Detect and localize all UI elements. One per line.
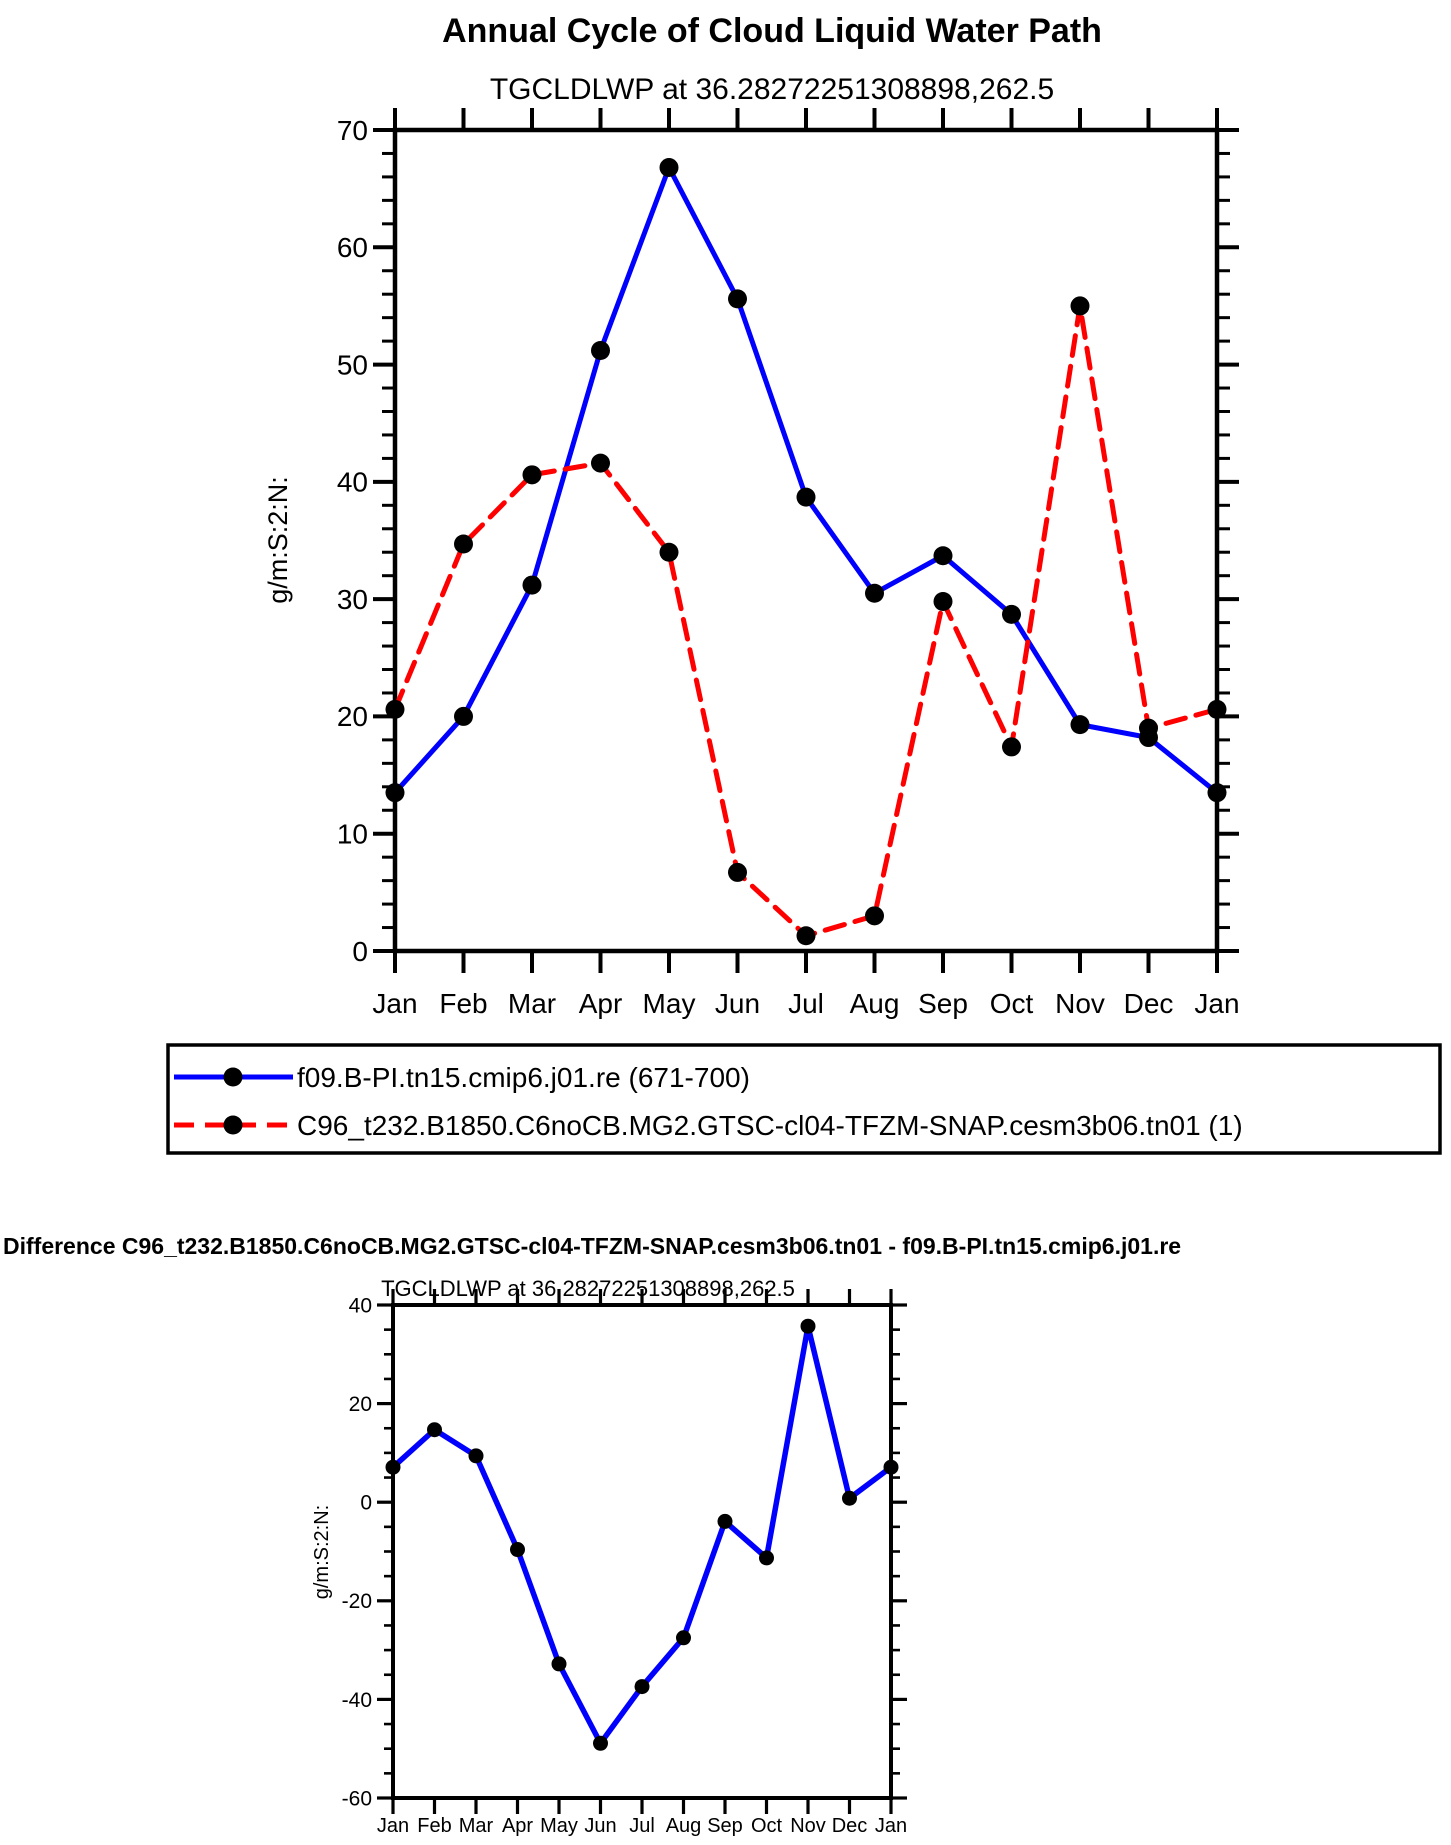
data-point-series0-Mar: [469, 1448, 484, 1463]
x-tick-label: May: [642, 988, 696, 1019]
data-point-series0-Apr: [510, 1542, 525, 1557]
x-tick-label: Jun: [584, 1815, 617, 1837]
x-tick-label: Jul: [629, 1815, 655, 1837]
data-point-series0-Aug: [865, 584, 884, 603]
legend-label-series2: C96_t232.B1850.C6noCB.MG2.GTSC-cl04-TFZM-SNAP.cesm3b06.tn01 (1): [297, 1110, 1243, 1141]
data-point-series1-Apr: [591, 454, 610, 473]
legend-label-series1: f09.B-PI.tn15.cmip6.j01.re (671-700): [297, 1062, 750, 1093]
diff-chart-subtitle: TGCLDLWP at 36.28272251308898,262.5: [381, 1276, 795, 1301]
series-line-1: [395, 306, 1217, 936]
x-tick-label: Aug: [849, 988, 900, 1019]
diff-y-axis-title: g/m:S:2:N:: [311, 1504, 333, 1600]
legend: [168, 1045, 1440, 1153]
diff-chart-plot: [342, 1289, 907, 1837]
data-point-series0-Oct: [759, 1550, 774, 1565]
data-point-series0-May: [660, 158, 679, 177]
x-tick-label: Mar: [458, 1815, 494, 1837]
data-point-series0-Jun: [728, 289, 747, 308]
x-tick-label: Dec: [831, 1815, 868, 1837]
x-tick-label: Sep: [918, 988, 968, 1019]
data-point-series0-Sep: [934, 546, 953, 565]
data-point-series1-Jan: [386, 700, 405, 719]
y-tick-label: 20: [348, 1392, 372, 1416]
data-point-series0-Aug: [676, 1630, 691, 1645]
data-point-series0-Jan: [1208, 783, 1227, 802]
data-point-series0-Mar: [523, 576, 542, 595]
y-tick-label: 0: [360, 1491, 372, 1515]
data-point-series0-Dec: [842, 1491, 857, 1506]
y-tick-label: -40: [341, 1688, 372, 1712]
x-tick-label: Feb: [417, 1815, 452, 1837]
data-point-series0-Nov: [1071, 715, 1090, 734]
x-tick-label: Jan: [372, 988, 418, 1019]
data-point-series0-Jun: [593, 1736, 608, 1751]
legend-marker-series2: [224, 1116, 243, 1135]
x-tick-label: Jan: [1194, 988, 1240, 1019]
data-point-series1-Nov: [1071, 296, 1090, 315]
data-point-series0-Nov: [801, 1319, 816, 1334]
x-tick-label: Sep: [707, 1815, 743, 1837]
x-tick-label: Jan: [874, 1815, 908, 1837]
x-tick-label: Jan: [376, 1815, 410, 1837]
data-point-series0-Oct: [1002, 605, 1021, 624]
plot-frame: [393, 1305, 891, 1798]
data-point-series0-Feb: [454, 707, 473, 726]
y-tick-label: 10: [336, 818, 368, 850]
x-tick-label: Nov: [1055, 988, 1105, 1019]
x-tick-label: Dec: [1123, 988, 1174, 1019]
main-chart-subtitle: TGCLDLWP at 36.28272251308898,262.5: [489, 73, 1055, 106]
x-tick-label: Oct: [750, 1815, 783, 1837]
y-tick-label: 50: [336, 349, 368, 381]
data-point-series0-Jan: [386, 1460, 401, 1475]
y-tick-label: 60: [336, 232, 368, 264]
data-point-series0-Jan: [386, 783, 405, 802]
x-tick-label: Jun: [714, 988, 761, 1019]
y-tick-label: -20: [341, 1590, 372, 1614]
data-point-series1-Jan: [1208, 700, 1227, 719]
data-point-series1-Feb: [454, 535, 473, 554]
data-point-series0-May: [552, 1656, 567, 1671]
x-tick-label: Nov: [790, 1815, 826, 1837]
x-tick-label: Aug: [665, 1815, 702, 1837]
x-tick-label: Jul: [788, 988, 824, 1019]
data-point-series0-Jul: [797, 488, 816, 507]
y-tick-label: 20: [336, 701, 368, 733]
main-chart-plot: [337, 108, 1240, 1019]
x-tick-label: Mar: [507, 988, 557, 1019]
legend-marker-series1: [224, 1068, 243, 1087]
plot-frame: [395, 130, 1217, 951]
data-point-series1-Jun: [728, 863, 747, 882]
data-point-series1-Oct: [1002, 737, 1021, 756]
data-point-series1-May: [660, 543, 679, 562]
x-tick-label: Oct: [989, 988, 1034, 1019]
data-point-series0-Feb: [427, 1422, 442, 1437]
x-tick-label: May: [540, 1815, 578, 1837]
y-tick-label: 40: [336, 466, 368, 498]
data-point-series0-Jan: [884, 1460, 899, 1475]
y-tick-label: 70: [336, 114, 368, 146]
x-tick-label: Apr: [578, 988, 623, 1019]
main-y-axis-title: g/m:S:2:N:: [263, 476, 293, 604]
data-point-series1-Jul: [797, 926, 816, 945]
data-point-series0-Sep: [718, 1514, 733, 1529]
data-point-series0-Apr: [591, 341, 610, 360]
y-tick-label: 0: [352, 935, 368, 967]
y-tick-label: 30: [336, 583, 368, 615]
data-point-series1-Aug: [865, 906, 884, 925]
data-point-series1-Sep: [934, 592, 953, 611]
main-chart-title: Annual Cycle of Cloud Liquid Water Path: [442, 12, 1102, 50]
data-point-series1-Dec: [1139, 719, 1158, 738]
data-point-series0-Jul: [635, 1679, 650, 1694]
data-point-series1-Mar: [523, 465, 542, 484]
x-tick-label: Feb: [439, 988, 488, 1019]
x-tick-label: Apr: [501, 1815, 534, 1837]
difference-heading: Difference C96_t232.B1850.C6noCB.MG2.GTSC-cl04-TFZM-SNAP.cesm3b06.tn01 - f09.B-PI.tn15.cmip6.j01.re: [3, 1233, 1182, 1259]
series-line-0: [395, 168, 1217, 793]
y-tick-label: 40: [348, 1294, 372, 1318]
y-tick-label: -60: [341, 1787, 372, 1811]
